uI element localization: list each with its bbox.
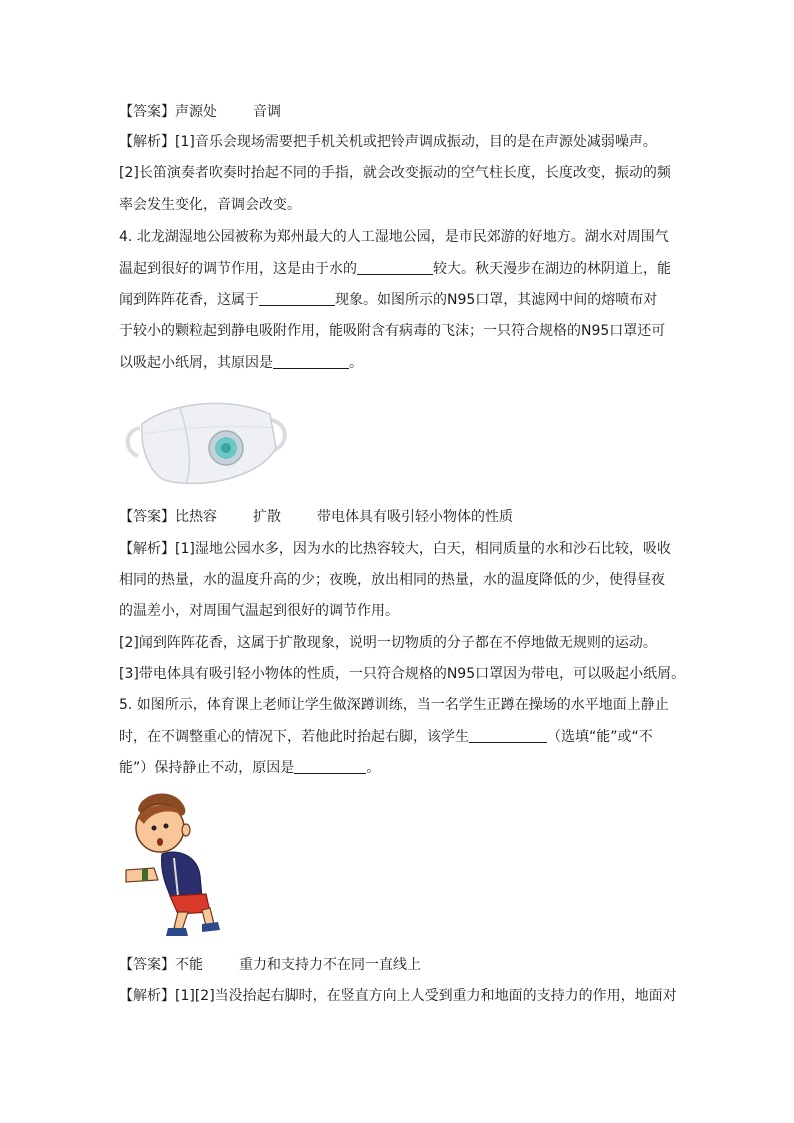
answer-label: 【答案】: [119, 957, 175, 973]
answer-blank[interactable]: [273, 354, 349, 369]
analysis-label: 【解析】: [119, 988, 175, 1004]
answer-label: 【答案】: [119, 104, 175, 120]
q4-question-line-4: 于较小的颗粒起到静电吸附作用，能吸附含有病毒的飞沫；一只符合规格的N95口罩还可: [119, 323, 666, 339]
q4-analysis-line-3: 的温差小，对周围气温起到很好的调节作用。: [119, 603, 399, 619]
ear: [182, 824, 190, 836]
n95-mask-figure: [120, 388, 292, 498]
q4-question-line-1: 4. 北龙湖湿地公园被称为郑州最大的人工湿地公园，是市民郊游的好地方。湖水对周围气: [119, 229, 669, 245]
answer-label: 【答案】: [119, 509, 175, 525]
leg-front: [174, 912, 188, 930]
answer-1: 声源处: [175, 104, 217, 120]
q5-question-line-3: 能”）保持静止不动，原因是 。: [119, 760, 381, 776]
q3-analysis-line-2: [2]长笛演奏者吹奏时抬起不同的手指，就会改变振动的空气柱长度，长度改变，振动的频: [119, 165, 671, 181]
tank-top: [162, 852, 202, 900]
q5-question-line-2: 时，在不调整重心的情况下，若他此时抬起右脚，该学生 （选填“能”或“不: [119, 729, 653, 745]
answer-blank[interactable]: [259, 291, 335, 306]
q4-question-line-3: 闻到阵阵花香，这属于 现象。如图所示的N95口罩，其滤网中间的熔喷布对: [119, 292, 658, 308]
analysis-label: 【解析】: [119, 134, 175, 150]
ear-loop-left: [128, 428, 140, 456]
q3-analysis-line-1: 【解析】[1]音乐会现场需要把手机关机或把铃声调成振动，目的是在声源处减弱噪声。: [119, 134, 657, 150]
answer-blank[interactable]: [357, 260, 433, 275]
analysis-label: 【解析】: [119, 541, 175, 557]
wristband: [142, 869, 148, 881]
q4-analysis-line-1: 【解析】[1]湿地公园水多，因为水的比热容较大，白天，相同质量的水和沙石比较，吸收: [119, 541, 671, 557]
q5-question-line-1: 5. 如图所示，体育课上老师让学生做深蹲训练，当一名学生正蹲在操场的水平地面上静止: [119, 697, 669, 713]
q3-analysis-line-3: 率会发生变化，音调会改变。: [119, 197, 301, 213]
q4-analysis-line-2: 相同的热量，水的温度升高的少；夜晚，放出相同的热量，水的温度降低的少，使得昼夜: [119, 572, 665, 588]
answer-blank[interactable]: [469, 728, 547, 743]
q3-answer-line: [119, 102, 281, 122]
mouth: [157, 838, 163, 846]
q5-analysis-line-1: 【解析】[1][2]当没抬起右脚时，在竖直方向上人受到重力和地面的支持力的作用，地面对: [119, 988, 677, 1004]
eye-right: [164, 824, 169, 829]
shoe-back: [202, 922, 220, 932]
shoe-front: [166, 928, 188, 936]
q4-analysis-line-5: [3]带电体具有吸引轻小物体的性质，一只符合规格的N95口罩因为带电，可以吸起小纸屑。: [119, 666, 686, 682]
q4-analysis-line-4: [2]闻到阵阵花香，这属于扩散现象，说明一切物质的分子都在不停地做无规则的运动。: [119, 635, 657, 651]
q4-question-line-2: 温起到很好的调节作用，这是由于水的 较大。秋天漫步在湖边的林阴道上，能: [119, 261, 671, 277]
q5-answer-line: 【答案】不能 重力和支持力不在同一直线上: [119, 957, 421, 973]
answer-blank[interactable]: [294, 759, 366, 774]
squatting-student-figure: [118, 788, 228, 940]
eye-left: [152, 826, 157, 831]
answer-2: 音调: [253, 104, 281, 120]
q4-answer-line: 【答案】比热容 扩散 带电体具有吸引轻小物体的性质: [119, 509, 513, 525]
q4-question-line-5: 以吸起小纸屑，其原因是 。: [119, 355, 363, 371]
